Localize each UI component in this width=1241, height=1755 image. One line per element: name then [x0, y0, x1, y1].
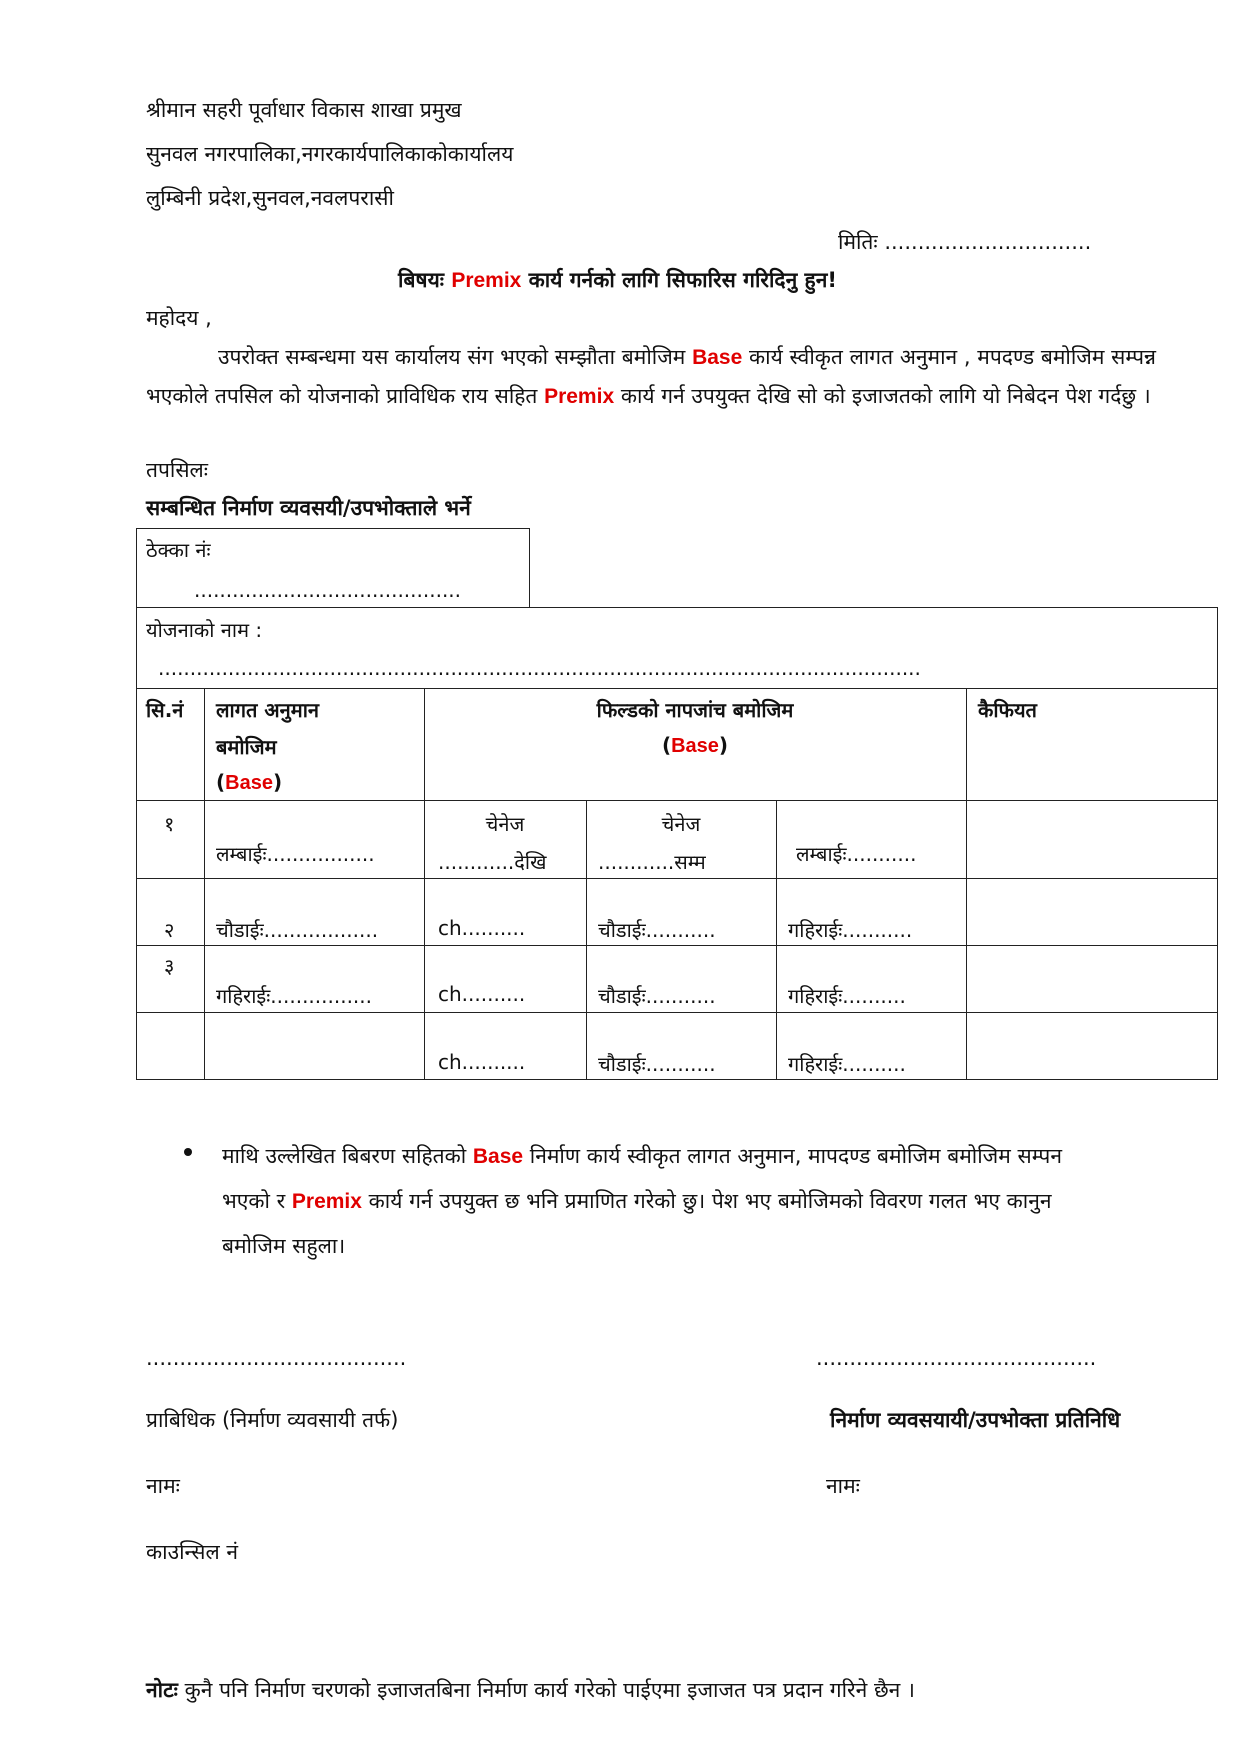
row-2-estimate[interactable]: चौडाईः.................. — [216, 918, 379, 942]
cert-highlight-premix: Premix — [291, 1190, 362, 1213]
recipient-line-3: लुम्बिनी प्रदेश,सुनवल,नवलपरासी — [146, 186, 394, 210]
row-1-chainage-label: चेनेज — [485, 812, 525, 836]
section-heading: सम्बन्धित निर्माण व्यवसयी/उपभोक्ताले भर्ने — [146, 496, 471, 520]
body-part-1: उपरोक्त सम्बन्धमा यस कार्यालय संग भएको सम्झौता बमोजिम — [218, 345, 686, 369]
row-2-depth[interactable]: गहिराईः........... — [788, 918, 913, 942]
row-1-estimate[interactable]: लम्बाईः................. — [216, 842, 375, 866]
row-1-chainage-to[interactable]: ............सम्म — [598, 850, 706, 874]
table-rule — [136, 878, 1218, 879]
row-3-width[interactable]: चौडाईः........... — [598, 984, 716, 1008]
table-column-rule — [966, 688, 967, 1080]
row-1-chainage-label-2: चेनेज — [661, 812, 701, 836]
row-2-width[interactable]: चौडाईः........... — [598, 918, 716, 942]
header-estimate-2: बमोजिम — [216, 735, 277, 759]
row-4-ch[interactable]: ch.......... — [438, 1050, 526, 1074]
body-highlight-premix: Premix — [544, 385, 615, 408]
date-line: मितिः ............................... — [838, 230, 1092, 254]
subject-line — [398, 266, 837, 294]
header-remarks: कैफियत — [978, 698, 1037, 722]
contract-number-label: ठेक्का नंः — [146, 538, 211, 562]
header-base-highlight: Base — [225, 772, 273, 794]
table-rule — [136, 688, 1218, 689]
row-1-sn: १ — [164, 812, 175, 836]
left-signatory-title: प्राबिधिक (निर्माण व्यवसायी तर्फ) — [146, 1408, 399, 1432]
body-part-2: कार्य स्वीकृत लागत अनुमान , मपदण्ड बमोजिम सम्पन्न भएकोले तपसिल को योजनाको प्राविधिक राय सहित — [146, 345, 1156, 408]
project-name-label: योजनाको नाम : — [146, 618, 263, 642]
cert-part-1: माथि उल्लेखित बिबरण सहितको — [222, 1144, 467, 1168]
header-field-base: (Base) — [661, 733, 729, 757]
body-highlight-base: Base — [692, 346, 743, 369]
subject-highlight: Premix — [451, 269, 522, 292]
table-rule — [136, 1012, 1218, 1013]
header-sn: सि.नं — [146, 698, 184, 722]
recipient-line-2: सुनवल नगरपालिका,नगरकार्यपालिकाकोकार्यालय — [146, 142, 514, 166]
row-4-depth[interactable]: गहिराईः.......... — [788, 1052, 906, 1076]
right-signature-line[interactable]: .......................................... — [816, 1346, 1097, 1370]
header-estimate-1: लागत अनुमान — [216, 698, 319, 722]
certification-paragraph — [222, 1134, 1102, 1268]
right-name-label: नामः — [826, 1474, 860, 1498]
header-field-base-highlight: Base — [671, 735, 719, 757]
row-2-ch[interactable]: ch.......... — [438, 916, 526, 940]
table-rule — [136, 800, 1218, 801]
table-rule — [136, 945, 1218, 946]
contract-number-field[interactable]: .......................................... — [194, 578, 462, 602]
recipient-line-1: श्रीमान सहरी पूर्वाधार विकास शाखा प्रमुख — [146, 98, 462, 122]
row-4-width[interactable]: चौडाईः........... — [598, 1052, 716, 1076]
left-signature-line[interactable]: ....................................... — [146, 1346, 407, 1370]
row-3-ch[interactable]: ch.......... — [438, 982, 526, 1006]
subject-suffix: कार्य गर्नको लागि सिफारिस गरिदिनु हुन! — [528, 268, 837, 292]
body-part-3: कार्य गर्न उपयुक्त देखि सो को इजाजतको लागि यो निबेदन पेश गर्दछु । — [620, 384, 1151, 408]
row-2-sn: २ — [164, 918, 175, 942]
cert-part-2: निर्माण कार्य स्वीकृत लागत अनुमान, मापदण्ड बमोजिम बमोजिम सम्पन भएको र — [222, 1144, 1062, 1213]
row-1-length[interactable]: लम्बाईः........... — [796, 842, 917, 866]
row-3-sn: ३ — [164, 954, 175, 978]
project-name-field[interactable]: ........................................................................................................................ — [158, 656, 921, 680]
bullet-icon — [184, 1148, 192, 1156]
row-3-estimate[interactable]: गहिराईः................ — [216, 984, 372, 1008]
body-paragraph — [146, 338, 1156, 416]
header-estimate-base: (Base) — [216, 770, 283, 794]
table-column-rule — [586, 800, 587, 1080]
subject-prefix: बिषयः — [398, 268, 444, 292]
note-label: नोटः — [146, 1678, 178, 1702]
council-number-label: काउन्सिल नं — [146, 1540, 239, 1564]
header-field: फिल्डको नापजांच बमोजिम — [596, 698, 794, 722]
salutation: महोदय , — [146, 306, 212, 330]
table-column-rule — [204, 688, 205, 1080]
row-1-chainage-from[interactable]: ............देखि — [438, 850, 547, 874]
cert-part-3: कार्य गर्न उपयुक्त छ भनि प्रमाणित गरेको छु। पेश भए बमोजिमको विवरण गलत भए कानुन बमोजिम सहुला। — [222, 1189, 1052, 1258]
tapsil-label: तपसिलः — [146, 458, 209, 482]
left-name-label: नामः — [146, 1474, 180, 1498]
row-3-depth[interactable]: गहिराईः.......... — [788, 984, 906, 1008]
note-text: कुनै पनि निर्माण चरणको इजाजतबिना निर्माण कार्य गरेको पाईएमा इजाजत पत्र प्रदान गरिने छैन । — [184, 1678, 915, 1702]
right-signatory-title: निर्माण व्यवसयायी/उपभोक्ता प्रतिनिधि — [830, 1408, 1121, 1432]
table-column-rule — [776, 800, 777, 1080]
note-line — [146, 1676, 915, 1704]
cert-highlight-base: Base — [472, 1145, 524, 1168]
